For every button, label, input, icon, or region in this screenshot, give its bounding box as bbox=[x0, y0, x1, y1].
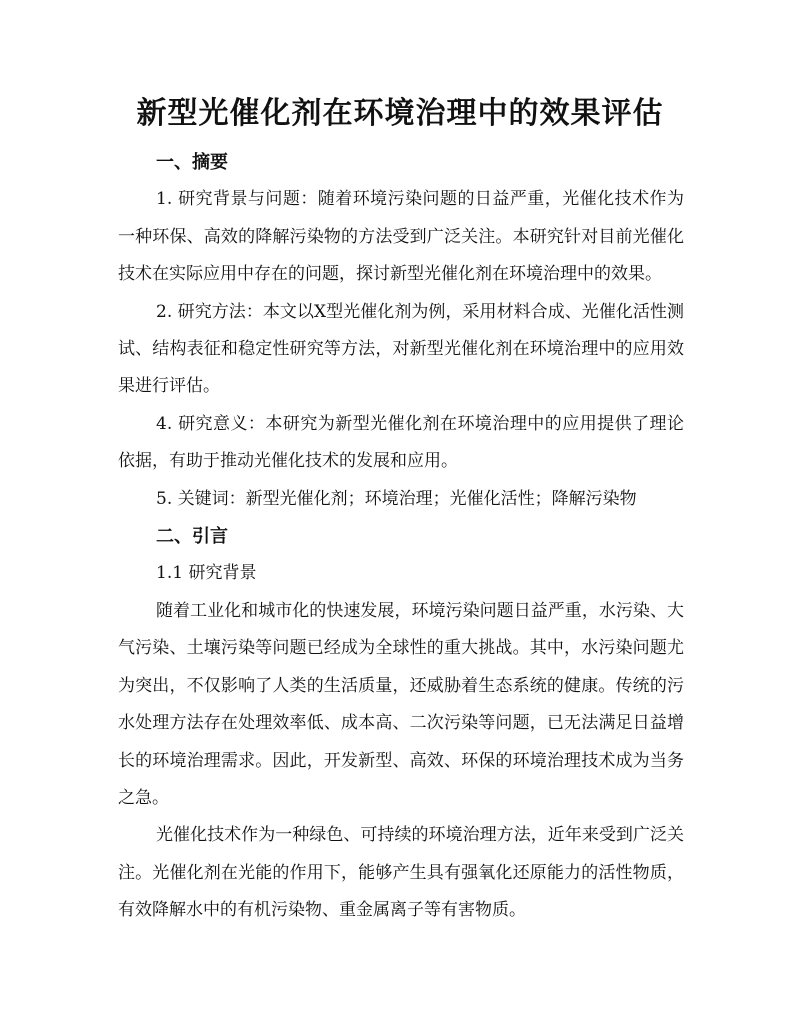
intro-heading: 二、引言 bbox=[156, 526, 228, 548]
document-body bbox=[118, 144, 684, 930]
abstract-item-significance: 4. 研究意义：本研究为新型光催化剂在环境治理中的应用提供了理论依据，有助于推动光催化技术的发展和应用。 bbox=[118, 413, 684, 472]
abstract-item-keywords: 5. 关键词：新型光催化剂；环境治理；光催化活性；降解污染物 bbox=[156, 488, 637, 509]
abstract-item-methods: 2. 研究方法：本文以X型光催化剂为例，采用材料合成、光催化活性测试、结构表征和稳定性研究等方法，对新型光催化剂在环境治理中的应用效果进行评估。 bbox=[118, 301, 684, 397]
intro-paragraph-2: 光催化技术作为一种绿色、可持续的环境治理方法，近年来受到广泛关注。光催化剂在光能的作用下，能够产生具有强氧化还原能力的活性物质，有效降解水中的有机污染物、重金属离子等有害物质。 bbox=[118, 825, 684, 921]
abstract-item-background: 1. 研究背景与问题：随着环境污染问题的日益严重，光催化技术作为一种环保、高效的降解污染物的方法受到广泛关注。本研究针对目前光催化技术在实际应用中存在的问题，探讨新型光催化剂在环境治理中的效果。 bbox=[118, 189, 684, 285]
abstract-heading: 一、摘要 bbox=[156, 152, 228, 173]
intro-paragraph-1: 随着工业化和城市化的快速发展，环境污染问题日益严重，水污染、大气污染、土壤污染等问题已经成为全球性的重大挑战。其中，水污染问题尤为突出，不仅影响了人类的生活质量，还威胁着生态系统的健康。传统的污水处理方法存在处理效率低、成本高、二次污染等问题，已无法满足日益增长的环境治理需求。因此，开发新型、高效、环保的环境治理技术成为当务之急。 bbox=[118, 600, 684, 808]
document-title: 新型光催化剂在环境治理中的效果评估 bbox=[136, 96, 664, 131]
intro-subheading: 1.1 研究背景 bbox=[156, 563, 257, 584]
